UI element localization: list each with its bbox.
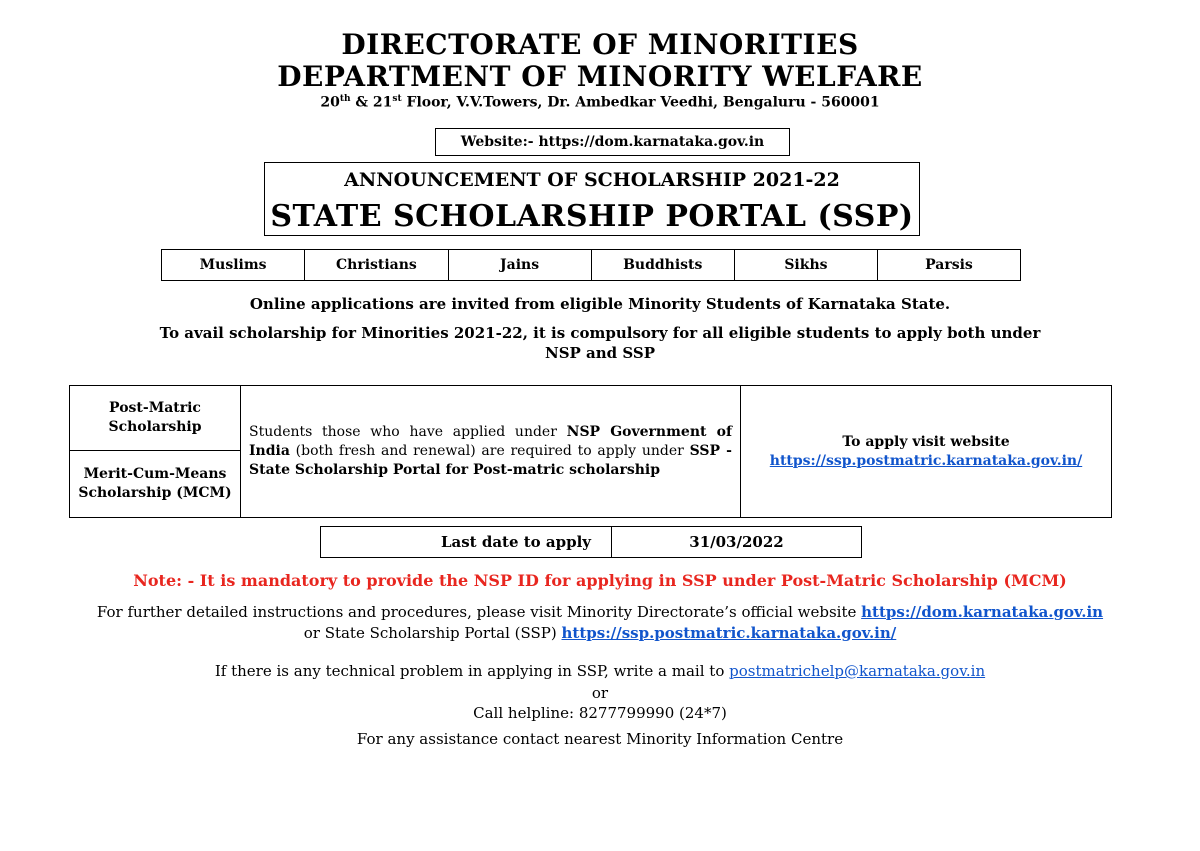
apply-website-cell	[741, 386, 1111, 517]
intro-line-3: NSP and SSP	[545, 344, 655, 362]
scholarship-types-column	[70, 386, 241, 517]
communities-table	[161, 249, 1021, 281]
footer-line-3: If there is any technical problem in applying in SSP, write a mail to postmatrichelp@karnataka.gov.in	[214, 662, 986, 680]
header-title-department: DEPARTMENT OF MINORITY WELFARE	[277, 60, 923, 93]
intro-line-2: To avail scholarship for Minorities 2021-22, it is compulsory for all eligible students to apply both under	[159, 324, 1041, 342]
scholarship-type-post-matric: Post-Matric Scholarship	[70, 386, 240, 451]
ssp-apply-link[interactable]: https://ssp.postmatric.karnataka.gov.in/	[769, 452, 1083, 469]
scholarship-type-mcm: Merit-Cum-Means Scholarship (MCM)	[78, 466, 232, 501]
scholarship-table	[69, 385, 1112, 518]
community-cell: Buddhists	[591, 250, 734, 281]
announcement-subtitle: ANNOUNCEMENT OF SCHOLARSHIP 2021-22	[344, 169, 840, 191]
announcement-title: STATE SCHOLARSHIP PORTAL (SSP)	[270, 199, 914, 234]
footer-line-1: For further detailed instructions and procedures, please visit Minority Directorate’s official website https://dom.karnataka.gov.in	[96, 603, 1104, 621]
announcement-box	[264, 162, 920, 236]
ssp-website-link[interactable]: https://ssp.postmatric.karnataka.gov.in/	[561, 624, 897, 642]
last-date-label: Last date to apply	[321, 527, 612, 558]
community-cell: Jains	[448, 250, 591, 281]
assistance-text: For any assistance contact nearest Minority Information Centre	[356, 730, 844, 748]
header-address: 20th & 21st Floor, V.V.Towers, Dr. Ambedkar Veedhi, Bengaluru - 560001	[320, 94, 880, 111]
apply-label: To apply visit website	[842, 433, 1010, 450]
intro-line-1: Online applications are invited from eligible Minority Students of Karnataka State.	[249, 295, 951, 313]
helpdesk-email-link[interactable]: postmatrichelp@karnataka.gov.in	[729, 662, 986, 680]
header-title-directorate: DIRECTORATE OF MINORITIES	[341, 28, 859, 61]
footer-or: or	[591, 684, 609, 702]
community-cell: Sikhs	[734, 250, 877, 281]
scholarship-description: Students those who have applied under NSP Government of India (both fresh and renewal) are required to apply under SSP - State Scholarship Portal for Post-matric scholarship	[241, 386, 741, 517]
community-cell: Christians	[305, 250, 448, 281]
dom-website-link[interactable]: https://dom.karnataka.gov.in	[861, 603, 1104, 621]
last-date-value: 31/03/2022	[612, 527, 862, 558]
website-box: Website:- https://dom.karnataka.gov.in	[435, 128, 790, 156]
footer-line-2: or State Scholarship Portal (SSP) https://ssp.postmatric.karnataka.gov.in/	[303, 624, 897, 642]
nsp-id-note: Note: - It is mandatory to provide the NSP ID for applying in SSP under Post-Matric Scholarship (MCM)	[133, 571, 1067, 590]
last-date-table	[320, 526, 862, 558]
community-cell: Muslims	[162, 250, 305, 281]
helpline-text: Call helpline: 8277799990 (24*7)	[473, 704, 727, 722]
community-cell: Parsis	[877, 250, 1020, 281]
